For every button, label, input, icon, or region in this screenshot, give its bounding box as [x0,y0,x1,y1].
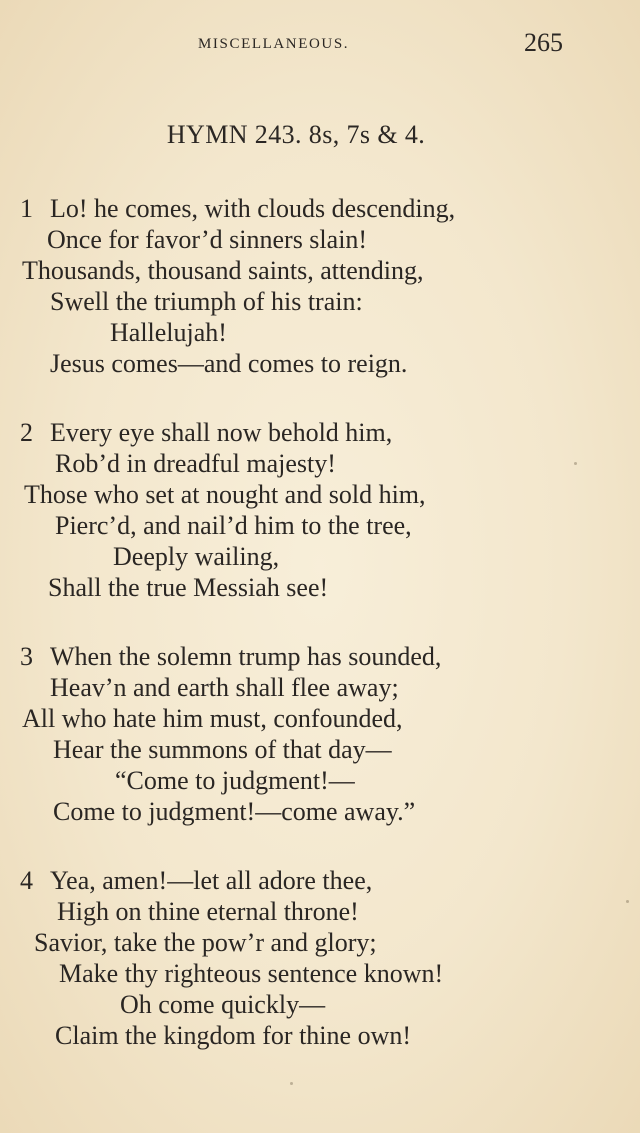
stanza-number: 3 [20,642,33,671]
stanza-line: Savior, take the pow’r and glory; [34,928,377,957]
running-head: MISCELLANEOUS. [198,36,350,52]
stanza-line [20,418,392,448]
stanza-line: Come to judgment!—come away.” [53,797,416,826]
stanza-line: Claim the kingdom for thine own! [55,1021,412,1050]
stanza-line: Rob’d in dreadful majesty! [55,449,336,478]
stanza-line [20,866,372,896]
stanza-number: 1 [20,194,33,223]
stanza-line: Those who set at nought and sold him, [24,480,426,509]
stanza-line: All who hate him must, confounded, [22,704,403,733]
stanza-line: Once for favor’d sinners slain! [47,225,368,254]
stanza-line: Thousands, thousand saints, attending, [22,256,424,285]
stanza-line [20,194,455,224]
stanza-line: Make thy righteous sentence known! [59,959,444,988]
paper-speck [290,1082,293,1085]
paper-speck [574,462,577,465]
stanza-line: Deeply wailing, [113,542,280,571]
stanza-number: 2 [20,418,33,447]
page-number: 265 [524,28,563,57]
hymn-title: HYMN 243. 8s, 7s & 4. [166,120,426,149]
line-text: Yea, amen!—let all adore thee, [50,866,373,895]
stanza-line: “Come to judgment!— [115,766,355,795]
stanza-line: Hallelujah! [110,318,227,347]
stanza-line: Pierc’d, and nail’d him to the tree, [55,511,412,540]
stanza-line: Hear the summons of that day— [53,735,392,764]
line-text: Lo! he comes, with clouds descending, [50,194,456,223]
line-text: Every eye shall now behold him, [50,418,393,447]
stanza-line: Swell the triumph of his train: [50,287,363,316]
stanza-line: High on thine eternal throne! [57,897,359,926]
stanza-line: Shall the true Messiah see! [48,573,329,602]
stanza-number: 4 [20,866,33,895]
stanza-line: Heav’n and earth shall flee away; [50,673,399,702]
paper-speck [626,900,629,903]
stanza-line: Oh come quickly— [120,990,326,1019]
line-text: When the solemn trump has sounded, [50,642,442,671]
stanza-line: Jesus comes—and comes to reign. [50,349,408,378]
stanza-line [20,642,441,672]
